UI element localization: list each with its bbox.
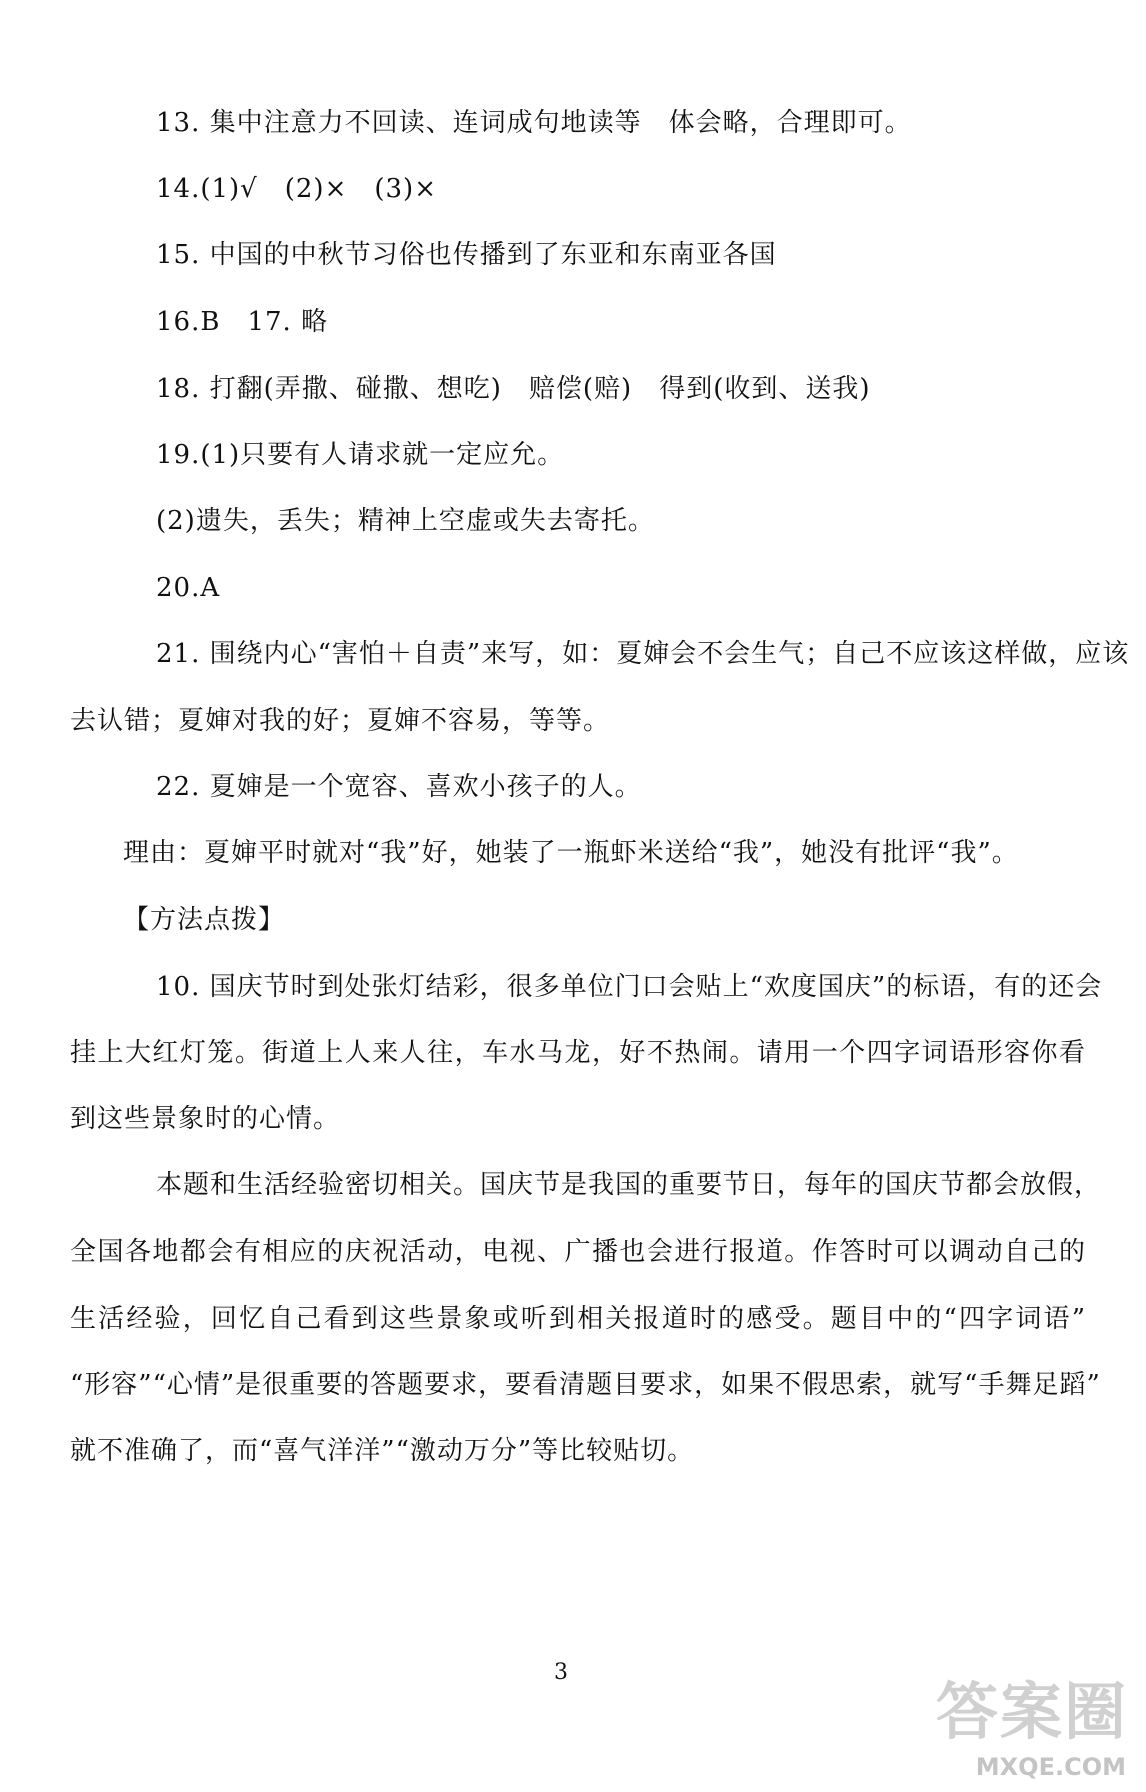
answer-15: 15. 中国的中秋节习俗也传播到了东亚和东南亚各国 (156, 240, 777, 270)
method-q10-line-3: 到这些景象时的心情。 (70, 1104, 341, 1134)
watermark-url: MXQE.COM (975, 1753, 1126, 1781)
method-explain-line-4: “形容”“心情”是很重要的答题要求，要看清题目要求，如果不假思索，就写“手舞足蹈” (70, 1370, 1101, 1400)
page-number: 3 (554, 1660, 568, 1685)
answer-19-2: (2)遗失，丢失；精神上空虚或失去寄托。 (156, 506, 655, 536)
watermark (884, 1677, 1134, 1782)
method-explain-line-2: 全国各地都会有相应的庆祝活动，电视、广播也会进行报道。作答时可以调动自己的 (70, 1237, 1086, 1267)
section-heading-method: 【方法点拨】 (123, 905, 286, 935)
method-explain-line-3: 生活经验，回忆自己看到这些景象或听到相关报道时的感受。题目中的“四字词语” (70, 1304, 1086, 1334)
answer-22: 22. 夏婶是一个宽容、喜欢小孩子的人。 (156, 772, 642, 802)
answer-20: 20.A (156, 573, 221, 603)
answer-21-line-1: 21. 围绕内心“害怕＋自责”来写，如：夏婶会不会生气；自己不应该这样做，应该 (156, 639, 1130, 669)
method-q10-line-1: 10. 国庆节时到处张灯结彩，很多单位门口会贴上“欢度国庆”的标语，有的还会 (156, 972, 1103, 1002)
answer-18: 18. 打翻(弄撒、碰撒、想吃) 赔偿(赔) 得到(收到、送我) (156, 374, 871, 404)
answer-21-line-2: 去认错；夏婶对我的好；夏婶不容易，等等。 (70, 706, 611, 736)
method-explain-line-1: 本题和生活经验密切相关。国庆节是我国的重要节日，每年的国庆节都会放假， (156, 1170, 1102, 1200)
answer-14: 14.(1)√ (2)× (3)× (156, 174, 437, 204)
answer-13: 13. 集中注意力不回读、连词成句地读等 体会略，合理即可。 (156, 108, 912, 138)
answer-22-reason: 理由：夏婶平时就对“我”好，她装了一瓶虾米送给“我”，她没有批评“我”。 (123, 838, 1019, 868)
watermark-logo: 答案圈 (935, 1675, 1128, 1748)
answer-19-1: 19.(1)只要有人请求就一定应允。 (156, 440, 565, 470)
method-q10-line-2: 挂上大红灯笼。街道上人来人往，车水马龙，好不热闹。请用一个四字词语形容你看 (70, 1038, 1086, 1068)
answer-16-17: 16.B 17. 略 (156, 307, 329, 337)
method-explain-line-5: 就不准确了，而“喜气洋洋”“激动万分”等比较贴切。 (70, 1436, 695, 1466)
